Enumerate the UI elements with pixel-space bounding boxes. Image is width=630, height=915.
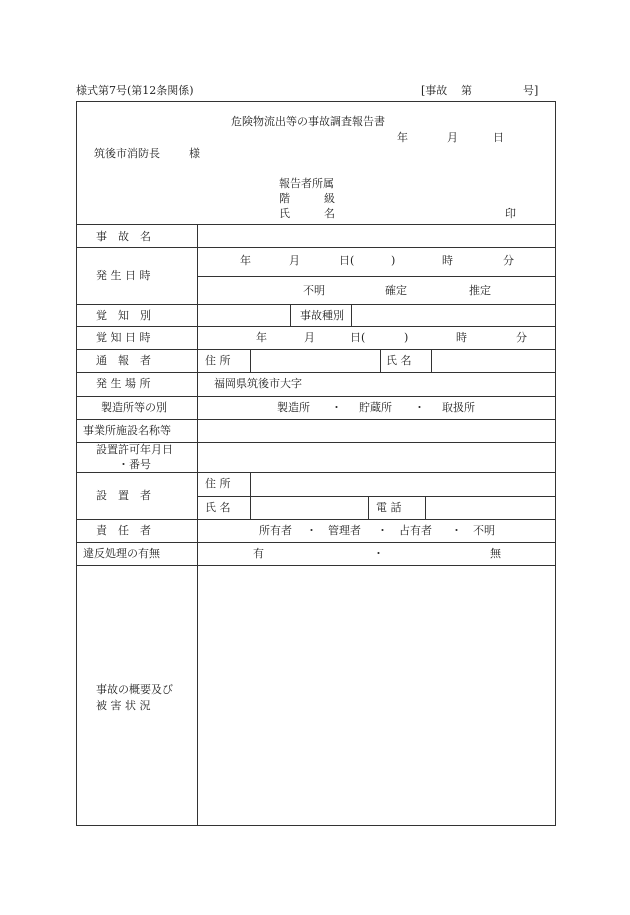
column-divider <box>431 349 432 372</box>
row-divider <box>76 224 556 225</box>
violation-no: 無 <box>490 547 501 560</box>
reporter-label: 通 報 者 <box>96 354 151 367</box>
row-divider <box>76 247 556 248</box>
report-date-month-label: 月 <box>447 131 458 144</box>
column-divider <box>368 496 369 519</box>
occurrence-minute-label: 分 <box>503 254 514 267</box>
column-divider <box>351 304 352 326</box>
installer-phone-label: 電 話 <box>376 501 402 514</box>
violation-label: 違反処理の有無 <box>83 547 160 560</box>
awareness-weekday-paren: ) <box>404 331 409 344</box>
reporter-name-label-2: 名 <box>324 207 335 220</box>
reporter-name-label-1: 氏 <box>279 207 290 220</box>
row-divider <box>76 519 556 520</box>
occurrence-estimated-option: 推定 <box>469 284 491 297</box>
facility-class-factory: 製造所 <box>277 401 310 414</box>
form-number: 様式第7号(第12条関係) <box>76 84 194 97</box>
violation-yes: 有 <box>253 547 264 560</box>
facility-name-label: 事業所施設名称等 <box>83 424 171 437</box>
permit-label-line1: 設置許可年月日 <box>96 443 173 456</box>
installer-name-label: 氏 名 <box>205 501 231 514</box>
reporter-address-label: 住 所 <box>205 354 231 367</box>
row-divider <box>76 565 556 566</box>
occurrence-month-label: 月 <box>289 254 300 267</box>
facility-class-separator: ・ <box>414 401 425 414</box>
seal-mark: 印 <box>505 207 516 220</box>
accident-number-bracket-open: [事故 <box>421 84 448 97</box>
accident-name-label: 事 故 名 <box>96 230 151 243</box>
installer-address-label: 住 所 <box>205 477 231 490</box>
responsible-owner: 所有者 <box>259 524 292 537</box>
location-label: 発 生 場 所 <box>96 377 151 390</box>
reporter-name-label: 氏 名 <box>386 354 412 367</box>
violation-separator: ・ <box>373 547 384 560</box>
row-divider <box>76 396 556 397</box>
facility-class-label: 製造所等の別 <box>101 401 167 414</box>
occurrence-unknown-option: 不明 <box>303 284 325 297</box>
facility-class-separator: ・ <box>331 401 342 414</box>
accident-type-label: 事故種別 <box>300 309 344 322</box>
summary-label-line2: 被 害 状 況 <box>96 699 151 712</box>
responsible-unknown: 不明 <box>473 524 495 537</box>
addressee: 筑後市消防長 <box>94 147 160 160</box>
report-title: 危険物流出等の事故調査報告書 <box>231 115 385 128</box>
responsible-label: 責 任 者 <box>96 524 151 537</box>
column-divider <box>197 224 198 826</box>
responsible-manager: 管理者 <box>328 524 361 537</box>
awareness-datetime-label: 覚 知 日 時 <box>96 331 151 344</box>
row-divider <box>76 542 556 543</box>
responsible-separator: ・ <box>451 524 462 537</box>
awareness-year-label: 年 <box>256 331 267 344</box>
awareness-minute-label: 分 <box>516 331 527 344</box>
addressee-honorific: 様 <box>189 147 200 160</box>
awareness-day-label: 日( <box>350 331 366 344</box>
occurrence-year-label: 年 <box>240 254 251 267</box>
report-date-day-label: 日 <box>493 131 504 144</box>
reporter-rank-label-1: 階 <box>279 192 290 205</box>
column-divider <box>290 304 291 326</box>
responsible-separator: ・ <box>377 524 388 537</box>
awareness-type-label: 覚 知 別 <box>96 309 151 322</box>
row-divider <box>76 372 556 373</box>
location-value: 福岡県筑後市大字 <box>214 377 302 390</box>
column-divider <box>425 496 426 519</box>
row-divider <box>76 419 556 420</box>
facility-class-storage: 貯蔵所 <box>359 401 392 414</box>
occurrence-weekday-paren: ) <box>391 254 396 267</box>
accident-number-go: 号] <box>523 84 539 97</box>
occurrence-confirmed-option: 確定 <box>385 284 407 297</box>
responsible-separator: ・ <box>306 524 317 537</box>
summary-label-line1: 事故の概要及び <box>96 683 173 696</box>
accident-number-dai: 第 <box>461 84 472 97</box>
row-divider <box>76 304 556 305</box>
report-date-year-label: 年 <box>397 131 408 144</box>
facility-class-handling: 取扱所 <box>442 401 475 414</box>
occurrence-day-label: 日( <box>339 254 355 267</box>
awareness-hour-label: 時 <box>456 331 467 344</box>
row-divider <box>197 276 556 277</box>
reporter-rank-label-2: 級 <box>324 192 335 205</box>
row-divider <box>76 472 556 473</box>
column-divider <box>250 472 251 519</box>
occurrence-datetime-label: 発 生 日 時 <box>96 269 151 282</box>
awareness-month-label: 月 <box>304 331 315 344</box>
column-divider <box>250 349 251 372</box>
occurrence-hour-label: 時 <box>442 254 453 267</box>
column-divider <box>380 349 381 372</box>
row-divider <box>76 349 556 350</box>
installer-label: 設 置 者 <box>96 489 151 502</box>
permit-label-line2: ・番号 <box>118 458 151 471</box>
reporter-affiliation-label: 報告者所属 <box>279 177 334 190</box>
row-divider <box>76 326 556 327</box>
responsible-occupant: 占有者 <box>399 524 432 537</box>
